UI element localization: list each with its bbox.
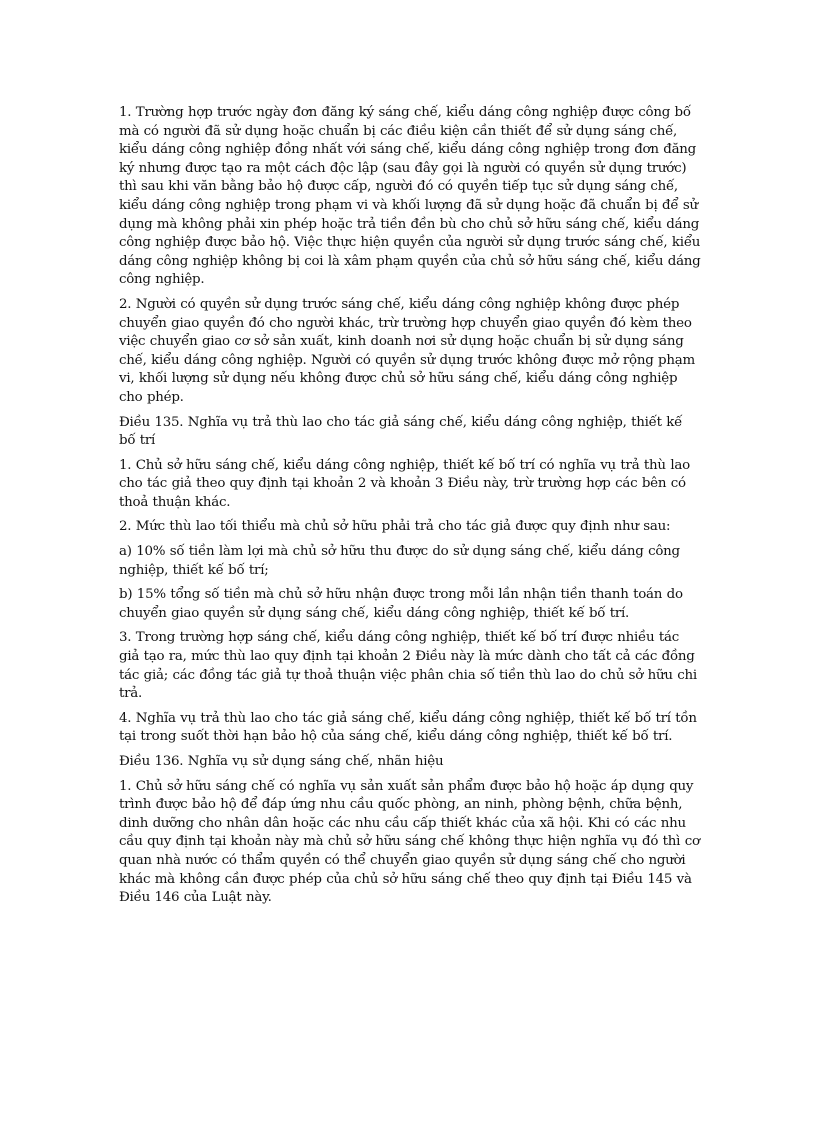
article-135-clause-3: 3. Trong trường hợp sáng chế, kiểu dáng công nghiệp, thiết kế bố trí được nhiều tác giả tạo ra, mức thù lao quy định tại khoản 2 Điều này là mức dành cho tất cả các đồng tác giả; các đồng tác giả tự thoả thuận việc phân chia số tiền thù lao do chủ sở hữu chi trả. bbox=[119, 630, 697, 702]
article-135-clause-2: 2. Mức thù lao tối thiểu mà chủ sở hữu phải trả cho tác giả được quy định như sau: bbox=[119, 519, 671, 535]
paragraph-clause-1: 1. Trường hợp trước ngày đơn đăng ký sáng chế, kiểu dáng công nghiệp được công bố mà có người đã sử dụng hoặc chuẩn bị các điều kiện cần thiết để sử dụng sáng chế, kiểu dáng công nghiệp đồng nhất với sáng chế, kiểu dáng công nghiệp trong đơn đăng ký nhưng được tạo ra một cách độc lập (sau đây gọi là người có quyền sử dụng trước) thì sau khi văn bằng bảo hộ được cấp, người đó có quyền tiếp tục sử dụng sáng chế, kiểu dáng công nghiệp trong phạm vi và khối lượng đã sử dụng hoặc đã chuẩn bị để sử dụng mà không phải xin phép hoặc trả tiền đền bù cho chủ sở hữu sáng chế, kiểu dáng công nghiệp được bảo hộ. Việc thực hiện quyền của người sử dụng trước sáng chế, kiểu dáng công nghiệp không bị coi là xâm phạm quyền của chủ sở hữu sáng chế, kiểu dáng công nghiệp. bbox=[119, 105, 701, 288]
paragraph-clause-2: 2. Người có quyền sử dụng trước sáng chế, kiểu dáng công nghiệp không được phép chuyển giao quyền đó cho người khác, trừ trường hợp chuyển giao quyền đó kèm theo việc chuyển giao cơ sở sản xuất, kinh doanh nơi sử dụng hoặc chuẩn bị sử dụng sáng chế, kiểu dáng công nghiệp. Người có quyền sử dụng trước không được mở rộng phạm vi, khối lượng sử dụng nếu không được chủ sở hữu sáng chế, kiểu dáng công nghiệp cho phép. bbox=[119, 296, 695, 405]
article-136-heading: Điều 136. Nghĩa vụ sử dụng sáng chế, nhãn hiệu bbox=[119, 754, 444, 769]
article-136-clause-1: 1. Chủ sở hữu sáng chế có nghĩa vụ sản xuất sản phẩm được bảo hộ hoặc áp dụng quy trình được bảo hộ để đáp ứng nhu cầu quốc phòng, an ninh, phòng bệnh, chữa bệnh, dinh dưỡng cho nhân dân hoặc các nhu cầu cấp thiết khác của xã hội. Khi có các nhu cầu quy định tại khoản này mà chủ sở hữu sáng chế không thực hiện nghĩa vụ đó thì cơ quan nhà nước có thẩm quyền có thể chuyển giao quyền sử dụng sáng chế cho người khác mà không cần được phép của chủ sở hữu sáng chế theo quy định tại Điều 145 và Điều 146 của Luật này. bbox=[119, 778, 700, 906]
article-135-heading: Điều 135. Nghĩa vụ trả thù lao cho tác giả sáng chế, kiểu dáng công nghiệp, thiết kế bố trí bbox=[119, 414, 683, 449]
article-135-point-b: b) 15% tổng số tiền mà chủ sở hữu nhận được trong mỗi lần nhận tiền thanh toán do chuyển giao quyền sử dụng sáng chế, kiểu dáng công nghiệp, thiết kế bố trí. bbox=[119, 587, 683, 621]
document-page bbox=[119, 104, 701, 914]
article-135-clause-4: 4. Nghĩa vụ trả thù lao cho tác giả sáng chế, kiểu dáng công nghiệp, thiết kế bố trí tồn tại trong suốt thời hạn bảo hộ của sáng chế, kiểu dáng công nghiệp, thiết kế bố trí. bbox=[119, 710, 697, 745]
article-135-clause-1: 1. Chủ sở hữu sáng chế, kiểu dáng công nghiệp, thiết kế bố trí có nghĩa vụ trả thù lao cho tác giả theo quy định tại khoản 2 và khoản 3 Điều này, trừ trường hợp các bên có thoả thuận khác. bbox=[119, 457, 690, 510]
article-135-point-a: a) 10% số tiền làm lợi mà chủ sở hữu thu được do sử dụng sáng chế, kiểu dáng công nghiệp, thiết kế bố trí; bbox=[119, 544, 680, 578]
